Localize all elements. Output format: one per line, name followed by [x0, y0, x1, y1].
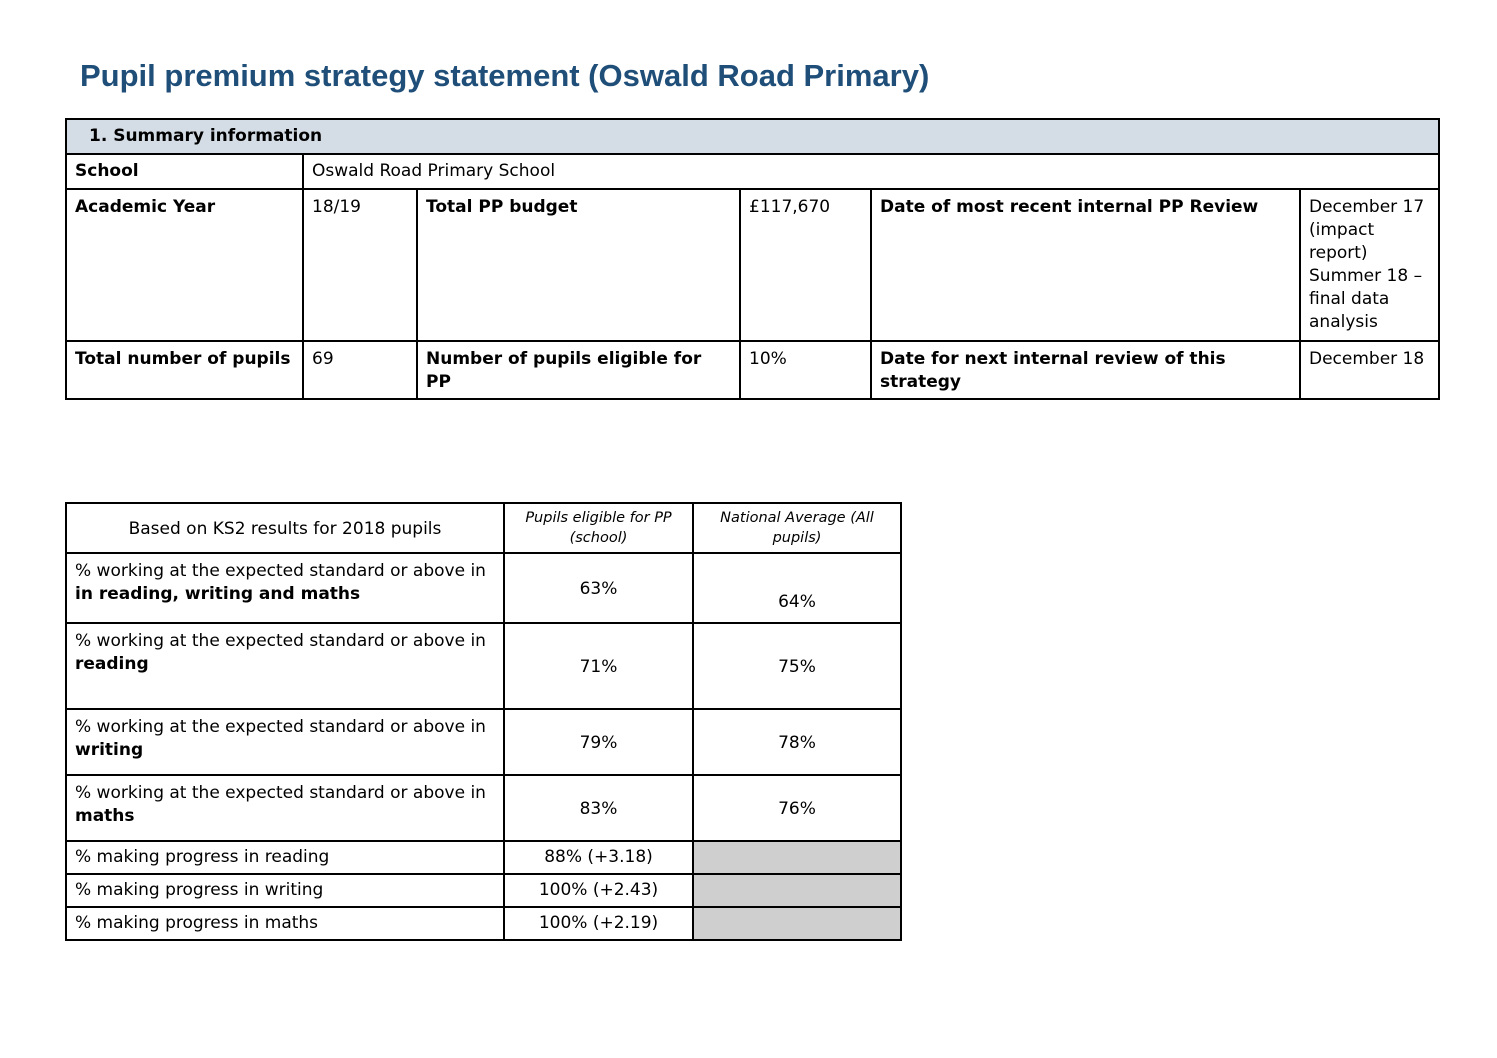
summary-information-table: [65, 118, 1440, 400]
total-pupils-label: Total number of pupils: [66, 341, 303, 399]
pp-value: 100% (+2.19): [504, 907, 693, 940]
row-label: % making progress in maths: [66, 907, 504, 940]
row-label-subject: reading: [75, 654, 149, 674]
recent-review-line-1: December 17 (impact report): [1309, 197, 1425, 263]
pp-value: 63%: [504, 553, 693, 623]
academic-year-value: 18/19: [303, 189, 417, 341]
row-label-subject: writing: [75, 740, 144, 760]
total-pp-budget-label: Total PP budget: [417, 189, 740, 341]
eligible-value: 10%: [740, 341, 871, 399]
row-label-subject: maths: [75, 806, 135, 826]
row-label: [66, 623, 504, 709]
pp-value: 88% (+3.18): [504, 841, 693, 874]
row-label-prefix: % working at the expected standard or above in: [75, 783, 486, 803]
national-value-empty: [693, 907, 901, 940]
results-header-label: Based on KS2 results for 2018 pupils: [66, 503, 504, 553]
col-national-header: National Average (All pupils): [693, 503, 901, 553]
pp-value: 83%: [504, 775, 693, 841]
total-pupils-value: 69: [303, 341, 417, 399]
eligible-label: Number of pupils eligible for PP: [417, 341, 740, 399]
next-review-label: Date for next internal review of this strategy: [871, 341, 1300, 399]
recent-review-label: Date of most recent internal PP Review: [871, 189, 1300, 341]
national-value-empty: [693, 874, 901, 907]
row-label-prefix: % working at the expected standard or above in: [75, 631, 486, 651]
row-label: % making progress in writing: [66, 874, 504, 907]
col-pp-header: Pupils eligible for PP (school): [504, 503, 693, 553]
recent-review-line-2: Summer 18 – final data analysis: [1309, 266, 1423, 332]
national-value: 76%: [693, 775, 901, 841]
national-value: 75%: [693, 623, 901, 709]
row-label: [66, 775, 504, 841]
national-value-empty: [693, 841, 901, 874]
page-title: Pupil premium strategy statement (Oswald Road Primary): [80, 58, 930, 93]
row-label: % making progress in reading: [66, 841, 504, 874]
row-label-subject: in reading, writing and maths: [75, 584, 361, 604]
next-review-value: December 18: [1300, 341, 1439, 399]
row-label-prefix: % working at the expected standard or above in: [75, 561, 486, 581]
row-label: [66, 709, 504, 775]
row-label-prefix: % working at the expected standard or above in: [75, 717, 486, 737]
school-value: Oswald Road Primary School: [303, 154, 1439, 189]
school-label: School: [66, 154, 303, 189]
section-header: 1. Summary information: [66, 119, 1439, 154]
pp-value: 79%: [504, 709, 693, 775]
national-value: 64%: [693, 553, 901, 623]
national-value: 78%: [693, 709, 901, 775]
academic-year-label: Academic Year: [66, 189, 303, 341]
pp-value: 100% (+2.43): [504, 874, 693, 907]
ks2-results-table: [65, 502, 902, 941]
row-label: [66, 553, 504, 623]
total-pp-budget-value: £117,670: [740, 189, 871, 341]
recent-review-value: [1300, 189, 1439, 341]
pp-value: 71%: [504, 623, 693, 709]
